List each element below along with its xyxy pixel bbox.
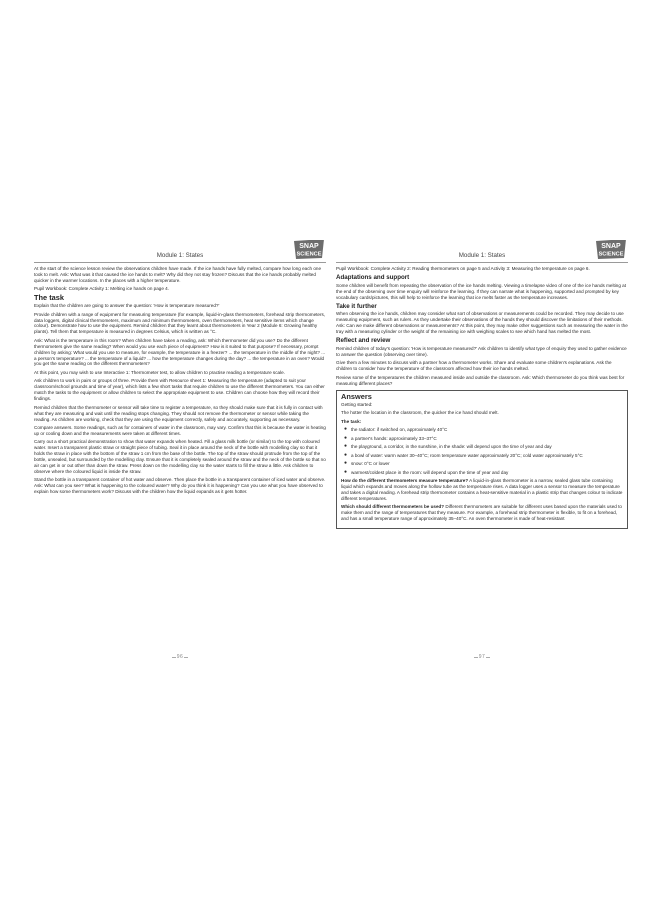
module-title: Module 1: States — [458, 252, 506, 259]
task-label: The task: — [341, 418, 362, 424]
bullet-icon: ● — [344, 460, 348, 466]
left-body — [34, 266, 326, 495]
adaptations-paragraph: Some children will benefit from repeating the observation of the ice hands melting. Viewing a timelapse video of one of the ice hands melting at the end of the observing over time enquiry will reinforce the learning. If they can narrate what is happening, supported and prompted by key vocabulary cards/pictures, this will help to reinforce the learning that ice melts faster as the temperature increases. — [336, 282, 627, 300]
section-heading-reflect: Reflect and review — [336, 337, 391, 345]
getting-started-label: Getting started: — [341, 401, 373, 407]
bullet-icon: ● — [344, 434, 348, 441]
task-paragraph: Provide children with a range of equipment for measuring temperature (for example, liquid-in-glass thermometers, forehead strip thermometers, data loggers, digital clinical thermometers, maximum and minimum thermometers, oven thermometers, heat sensitive items which change colour). Demonstrate how to use the equipment. Remind children that they learnt about thermometers in Year 2 (Module 6: Growing healthy plants). Tell them that temperature is measured in degrees Celsius, which is written as °C. — [34, 311, 326, 335]
answers-box — [336, 390, 628, 529]
reflect-paragraph: Give them a few minutes to discuss with a partner how a thermometer works. Share and evaluate some children's explanations. Ask the children to consider how the temperature of the classroom affected how their ice hands melted. — [336, 360, 612, 372]
list-item: ● warmest/coldest place in the room: will depend upon the time of year and day — [344, 468, 509, 475]
task-paragraph: Ask: What is the temperature in this room? When children have taken a reading, ask: Which thermometer did you use? Do the different thermometers give the same reading? When would you use each piece of equipment? How is it suited to that purpose? If necessary, prompt children by asking: What would you use to measure, for example, the temperature in a freezer? ... the temperature in the middle of the night? ... a person's temperature? ... the temperature of a liquid? ... how the temperature changes during the day? ... the temperature in an oven? Would you get the same reading on the different thermometers? — [34, 337, 326, 367]
bullet-icon: ● — [344, 451, 348, 458]
task-paragraph: Compare answers. Some readings, such as for containers of water in the classroom, may vary. Confirm that this is because the water is heating up or cooling down and the measurements were taken at different times. — [34, 425, 326, 436]
task-paragraph: At this point, you may wish to use Interactive 1: Thermometer test, to allow children to practise reading a temperature scale. — [34, 369, 285, 375]
page-header — [34, 240, 326, 263]
reflect-paragraph: Remind children of today's question: 'How is temperature measured?' Ask children to identify what type of enquiry they used to gather evidence to answer the question (observing over time). — [336, 345, 627, 357]
right-page — [336, 240, 628, 662]
task-paragraph: Stand the bottle in a transparent container of hot water and observe. Then place the bottle in a transparent container of iced water and observe. Ask: What can you see? What is happening to the coloured water? Why do you think it is happening? Can you use what you have observed to explain how some thermometers work? Discuss with the children how the liquid expands as it gets hotter. — [34, 477, 326, 495]
further-paragraph: When observing the ice hands, children may consider what sort of observations or measurements could be recorded. They may decide to use measuring equipment, such as rulers. As they undertake their observations of the hands they should discover the limitations of their methods. Ask: Can we make different observations or measurements? At this point, they may make other suggestions such as measuring the water in the tray with a measuring cylinder or the weight of the remaining ice with weighing scales to see which hand has melted the most. — [336, 311, 628, 335]
task-paragraph: Carry out a short practical demonstration to show that water expands when heated. Fill a glass milk bottle (or similar) to the top with coloured water. Insert a transparent plastic straw or straight piece of tubing. Seal it in place around the neck of the bottle with modelling clay so that it holds the straw in place with the bottom of the straw 1 cm from the base of the bottle. The top of the straw should protrude from the top of the bottle, unsealed, but surrounded by the modelling clay. Ensure that it is completely sealed around the straw and the neck of the bottle so that no air can get in or out other than down the straw. Press down on the modelling clay so the water starts to fill the straw a little. Ask children to observe where the coloured liquid is inside the straw. — [34, 439, 326, 474]
snap-science-logo — [594, 240, 628, 260]
intro-paragraph: At the start of the science lesson review the observations children have made. If the ice hands have fully melted, compare how long each one took to melt. Ask: What was it that caused the ice hands to melt? Why did they not stay frozen? Discuss that the ice hands probably melted quicker in the warmer locations. In the places with a higher temperature. — [34, 266, 322, 283]
logo-word-2: SCIENCE — [296, 251, 322, 258]
page-number — [336, 652, 628, 662]
logo-word-1: SNAP — [601, 243, 621, 250]
logo-word-2: SCIENCE — [598, 251, 624, 258]
list-item: ● the playground, a corridor, in the sunshine, in the shade: will depend upon the time of year and day — [344, 443, 552, 449]
list-item: ● the radiator: if switched on, approximately 40°C — [344, 426, 448, 432]
answers-title: Answers — [341, 391, 372, 401]
bullet-icon: ● — [344, 443, 348, 449]
left-page — [34, 240, 326, 662]
task-paragraph: Explain that the children are going to answer the question: 'How is temperature measured?' — [34, 303, 220, 309]
bullet-icon: ● — [344, 426, 348, 432]
task-paragraph: Ask children to work in pairs or groups of three. Provide them with Resource sheet 1: Measuring the temperature (adapted to suit your classroom/school grounds and time of year), which lists a few short tasks that require children to use the different thermometers. You can either match the tasks to the equipment or allow children to select the appropriate equipment to use. Children can choose how they will record their findings. — [34, 378, 325, 402]
bullet-icon: ● — [344, 468, 348, 475]
page-number-text: 97 — [478, 654, 486, 660]
page-number — [34, 652, 326, 662]
section-heading-task: The task — [34, 293, 64, 303]
workbook-activity-1: Pupil Workbook: Complete Activity 1: Melting ice hands on page 4. — [34, 286, 169, 292]
list-item: ● snow: 0°C or lower — [344, 460, 390, 466]
reflect-paragraph: Review some of the temperatures the children measured inside and outside the classroom. Ask: Which thermometer do you think was best for measuring different places? — [336, 374, 625, 386]
workbook-activity-2-3: Pupil Workbook: Complete Activity 2: Reading thermometers on page 5 and Activity 3: Measuring the temperature on page 6. — [336, 266, 590, 271]
getting-started-answer: The hotter the location in the classroom, the quicker the ice hand should melt. — [341, 410, 499, 415]
answer-question-1: How do the different thermometers measure temperature? A liquid-in-glass thermometer is a narrow, sealed glass tube containing liquid which expands and moves along the hollow tube as the temperature rises. A data logger uses a sensor to measure the temperature and takes a digital reading. A forehead strip thermometer contains a heat-sensitive material in a plastic strip that changes colour to indicate different temperatures. — [341, 478, 623, 501]
logo-word-1: SNAP — [299, 243, 319, 250]
section-heading-further: Take it further — [336, 302, 377, 310]
task-answer-list — [341, 427, 623, 475]
module-title: Module 1: States — [156, 252, 204, 259]
list-item: ● a partner's hands: approximately 33–37°C — [344, 434, 437, 441]
section-heading-adaptations: Adaptations and support — [336, 273, 410, 281]
task-paragraph: Remind children that the thermometer or sensor will take time to register a temperature, so they should make sure that it is fully in contact with what they are measuring and wait until the reading stops changing. They should not remove the thermometer or sensor while taking the reading. As children are working, check that they are using the equipment correctly, safely and accurately, supporting as necessary. — [34, 404, 323, 422]
list-item: ● a bowl of water: warm water 30–40°C; room temperature water approximately 20°C; cold water approximately 5°C — [344, 451, 583, 458]
page-header — [336, 240, 628, 263]
page-number-text: 96 — [176, 654, 184, 660]
answer-question-2: Which should different thermometers be used? Different thermometers are suitable for different uses based upon the materials used to make them and the range of temperatures that they measure. For example, a forehead strip thermometer is flexible, to fit on a forehead, and has a small temperature range of approximately 35–40°C. An oven thermometer is made of heat-resistant — [341, 504, 622, 522]
snap-science-logo — [292, 240, 326, 260]
right-body — [336, 266, 628, 529]
